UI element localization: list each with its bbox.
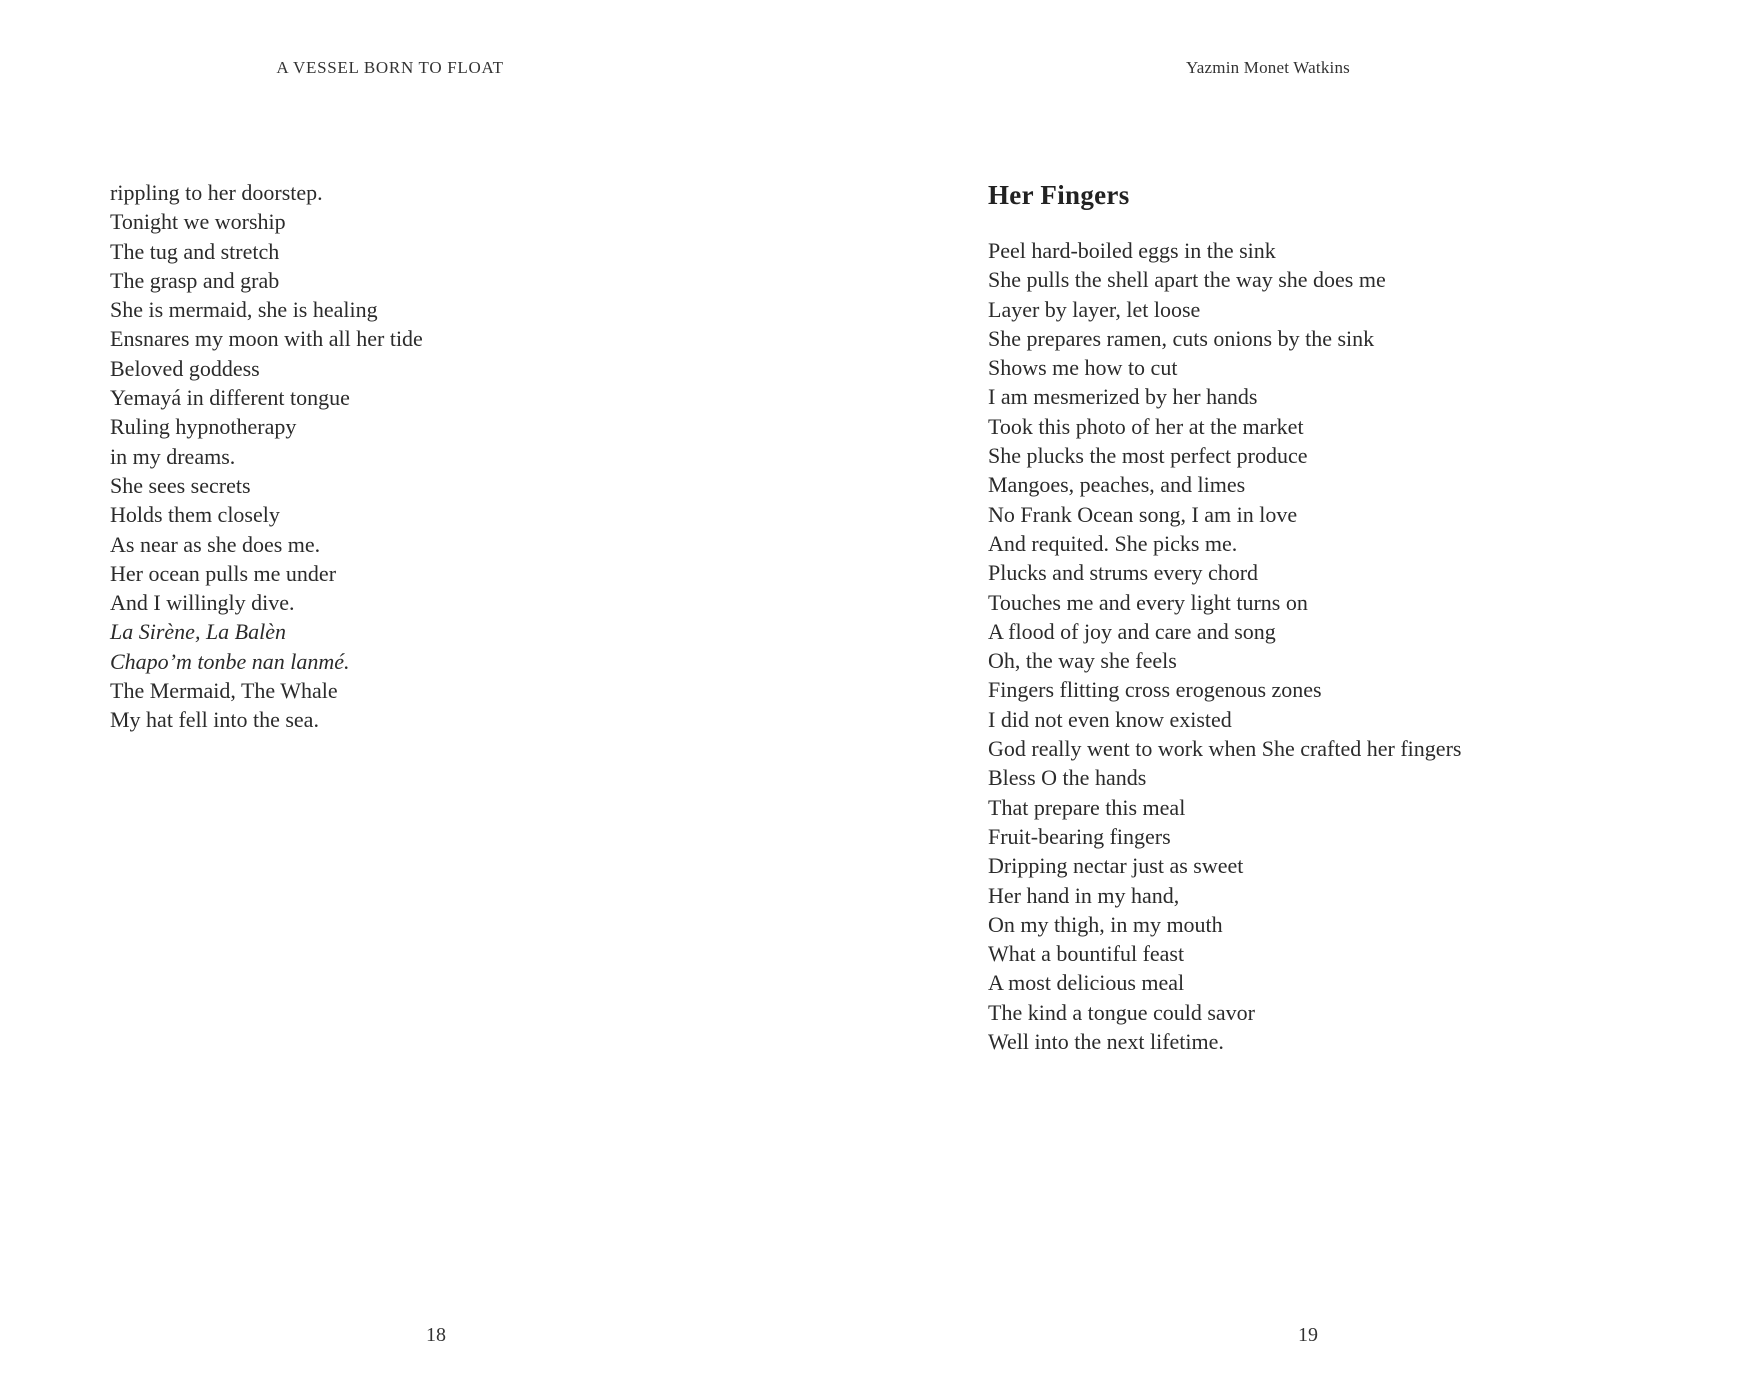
poem-line: On my thigh, in my mouth — [988, 911, 1223, 937]
poem-line: Touches me and every light turns on — [988, 589, 1308, 615]
poem-line: The Mermaid, The Whale — [110, 678, 338, 704]
poem-line: Her ocean pulls me under — [110, 560, 337, 586]
poem-line: She plucks the most perfect produce — [988, 443, 1308, 469]
poem-title: Her Fingers — [988, 180, 1130, 210]
poem-line: A most delicious meal — [988, 970, 1185, 996]
poem-line: Ensnares my moon with all her tide — [110, 326, 423, 352]
poem-line: God really went to work when She crafted her fingers — [988, 736, 1462, 762]
poem-line: Dripping nectar just as sweet — [988, 853, 1244, 879]
running-head-book-title: A VESSEL BORN TO FLOAT — [276, 58, 504, 77]
poem-line: The kind a tongue could savor — [988, 999, 1255, 1025]
poem-line: Plucks and strums every chord — [988, 560, 1259, 586]
poem-line: She prepares ramen, cuts onions by the sink — [988, 325, 1375, 351]
page-right — [872, 0, 1744, 1395]
poem-line: Fingers flitting cross erogenous zones — [988, 677, 1322, 703]
poem-line: My hat fell into the sea. — [110, 707, 319, 733]
poem-line: Well into the next lifetime. — [988, 1029, 1224, 1055]
poem-line: I did not even know existed — [988, 706, 1232, 732]
poem-line: And I willingly dive. — [110, 590, 295, 616]
poem-line: Holds them closely — [110, 502, 280, 528]
poem-line: She pulls the shell apart the way she does me — [988, 267, 1386, 293]
poem-line: rippling to her doorstep. — [110, 180, 323, 205]
poem-line: And requited. She picks me. — [988, 530, 1238, 556]
poem-line: The tug and stretch — [110, 238, 280, 264]
poem-line: No Frank Ocean song, I am in love — [988, 501, 1298, 527]
poem-line: Her hand in my hand, — [988, 882, 1180, 908]
poem-line: She sees secrets — [110, 472, 251, 498]
poem-line: Took this photo of her at the market — [988, 413, 1304, 439]
poem-line: I am mesmerized by her hands — [988, 384, 1258, 410]
poem-line: As near as she does me. — [110, 531, 321, 557]
poem-line: Ruling hypnotherapy — [110, 414, 297, 440]
poem-line: The grasp and grab — [110, 267, 280, 293]
page-number-right: 19 — [1298, 1324, 1318, 1346]
poem-line: A flood of joy and care and song — [988, 618, 1276, 644]
poem-line: Shows me how to cut — [988, 355, 1178, 381]
poem-line: Bless O the hands — [988, 765, 1147, 791]
poem-line: Tonight we worship — [110, 209, 286, 235]
poem-line: in my dreams. — [110, 443, 236, 469]
poem-line: Beloved goddess — [110, 355, 260, 381]
poem-line: Peel hard-boiled eggs in the sink — [988, 238, 1276, 263]
poem-line: Layer by layer, let loose — [988, 296, 1201, 322]
poem-her-fingers — [988, 236, 1628, 1056]
running-head-author-name: Yazmin Monet Watkins — [1186, 58, 1350, 77]
poem-line: Yemayá in different tongue — [110, 385, 350, 411]
poem-line: She is mermaid, she is healing — [110, 297, 378, 323]
page-number-left: 18 — [426, 1324, 446, 1346]
poem-line: Chapo’m tonbe nan lanmé. — [110, 648, 350, 674]
poem-line: Oh, the way she feels — [988, 648, 1177, 674]
poem-line: That prepare this meal — [988, 794, 1186, 820]
poem-continuation-left — [110, 178, 750, 735]
poem-line: La Sirène, La Balèn — [110, 619, 286, 645]
poem-line: What a bountiful feast — [988, 941, 1185, 967]
poem-line: Mangoes, peaches, and limes — [988, 472, 1246, 498]
poem-line: Fruit-bearing fingers — [988, 823, 1171, 849]
